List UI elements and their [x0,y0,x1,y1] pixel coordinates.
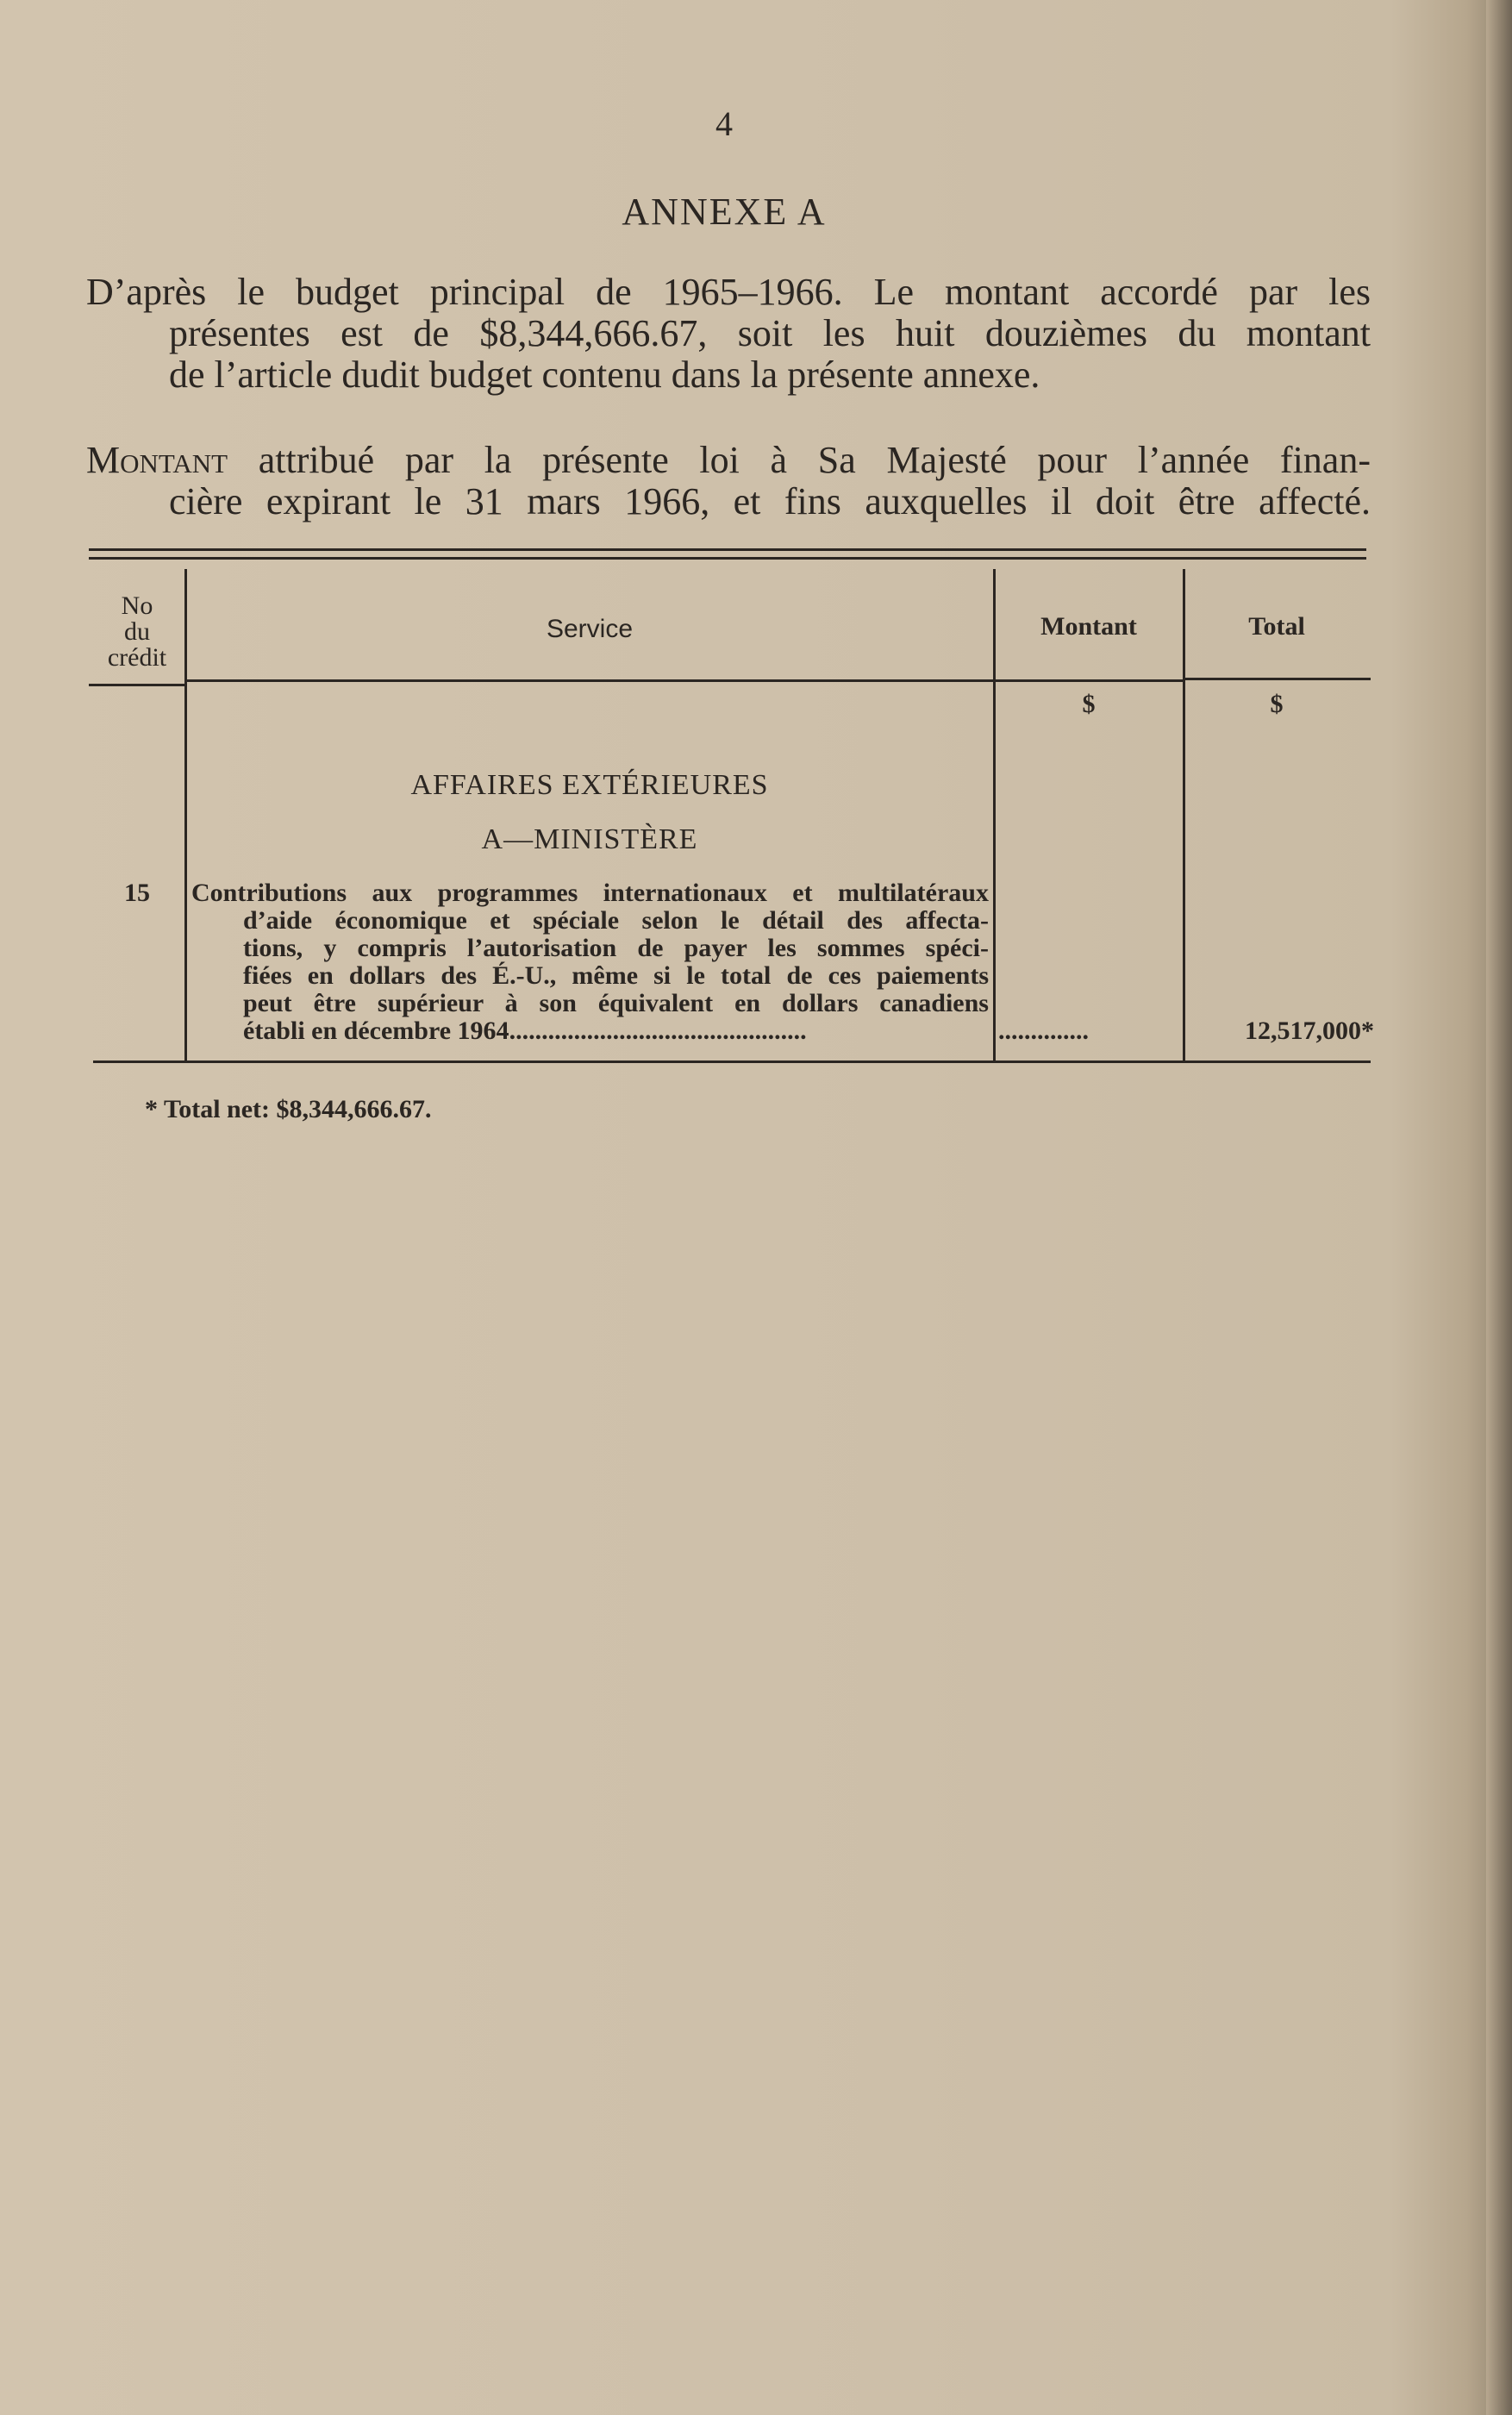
desc-line-6 [191,1017,989,1045]
footnote: * Total net: $8,344,666.67. [145,1095,432,1123]
header-amount: Montant [1040,612,1137,641]
page-edge-shadow [1486,0,1512,2415]
desc-line-4: fiées en dollars des É.-U., même si le total de ces paiements [243,961,989,990]
header-underline-amount [993,679,1184,682]
desc-line-2: d’aide économique et spéciale selon le détail des affecta- [243,906,989,935]
intro-line-3: de l’article dudit budget contenu dans la présente annexe. [169,353,1040,396]
purpose-line-1 [86,440,1371,481]
header-credit-line-2: du [124,617,150,646]
intro-line-2: présentes est de $8,344,666.67, soit les huit douzièmes du montant [169,312,1371,354]
desc-line-3: tions, y compris l’autorisation de payer les sommes spéci- [243,934,989,962]
header-underline-service [184,679,995,682]
table-bottom-rule [93,1060,1371,1063]
purpose-line-2: cière expirant le 31 mars 1966, et fins auxquelles il doit être affecté. [169,480,1371,522]
table-top-rule-2 [89,557,1366,560]
column-divider-amount [1183,569,1185,1060]
credit-number: 15 [124,879,150,907]
annex-title: ANNEXE A [622,191,827,233]
intro-paragraph [86,272,1371,396]
desc-line-6-text: établi en décembre 1964 [243,1017,509,1045]
purpose-paragraph [86,440,1371,522]
amount-leader-dots: .............. [998,1017,1089,1045]
header-total: Total [1248,612,1305,641]
desc-leader-dots: .............................................. [509,1017,807,1045]
service-description [191,879,989,1045]
header-service: Service [546,615,634,643]
intro-line-1: D’après le budget principal de 1965–1966. Le montant accordé par les [86,271,1371,313]
header-credit-no [89,593,185,671]
purpose-line-1-rest: attribué par la présente loi à Sa Majesté pour l’année finan- [228,439,1371,481]
header-underline-total [1183,678,1371,680]
desc-line-1: Contributions aux programmes internationaux et multilatéraux [191,879,989,907]
desc-line-5: peut être supérieur à son équivalent en dollars canadiens [243,989,989,1017]
row-total: 12,517,000* [1245,1017,1374,1045]
table-top-rule-1 [89,548,1366,551]
header-credit-line-1: No [121,591,153,620]
header-underline-credit [89,684,185,686]
header-credit-line-3: crédit [107,643,167,672]
amount-currency: $ [1082,690,1096,718]
total-currency: $ [1270,690,1284,718]
section-heading: A—MINISTÈRE [481,823,698,855]
purpose-lead-word: Montant [86,439,228,481]
page-number: 4 [715,104,733,143]
department-heading: AFFAIRES EXTÉRIEURES [410,769,769,801]
